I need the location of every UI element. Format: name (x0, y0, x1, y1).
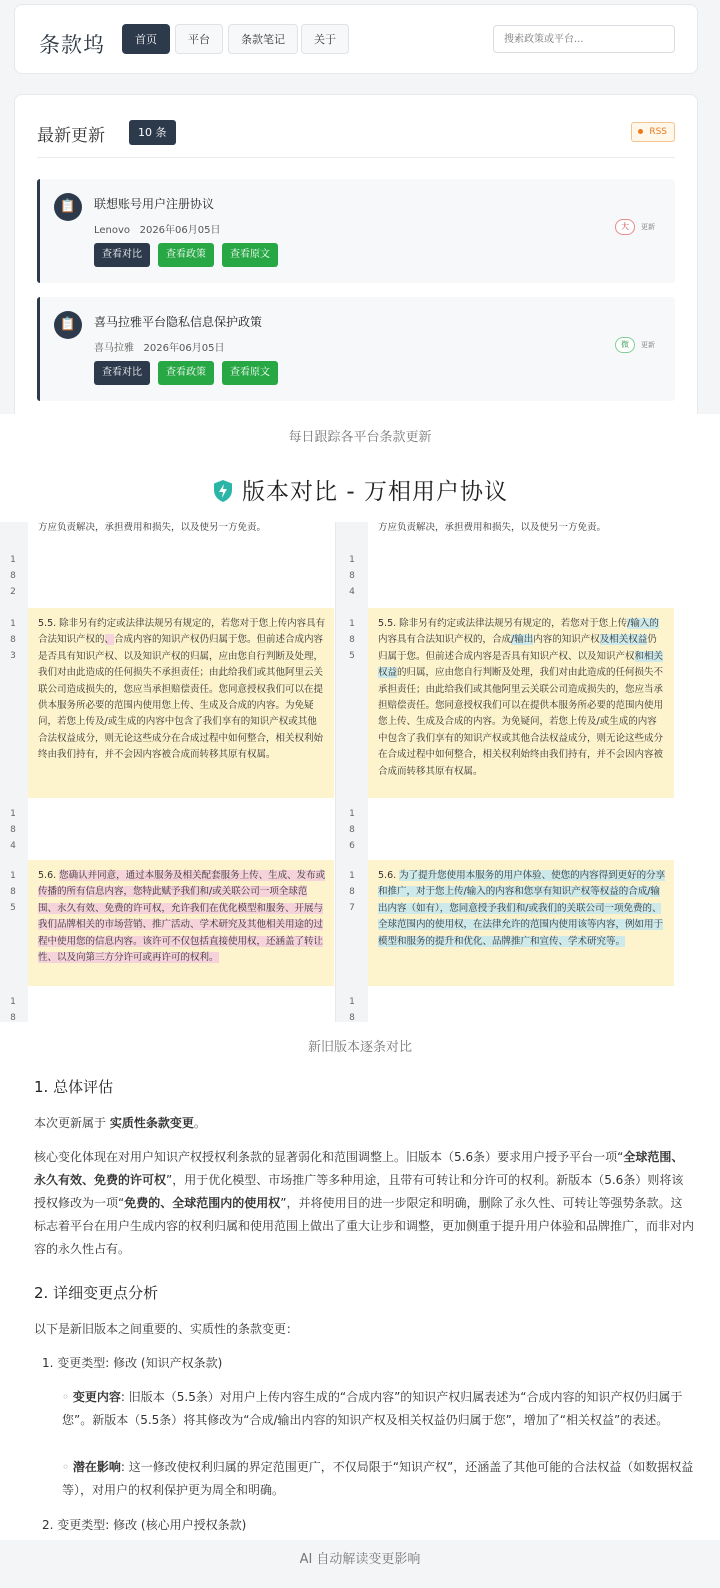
caption-ai: AI 自动解读变更影响 (299, 1552, 421, 1567)
updates-count-badge: 10 条 (129, 120, 176, 145)
line-number: 1 8 5 (10, 871, 16, 913)
paragraph-text: 核心变化体现在对用户知识产权授权利条款的显著弱化和范围调整上。旧版本（5.6条）要求用户授予平台一项“ (34, 1150, 624, 1164)
nav-about[interactable]: 关于 (301, 24, 349, 54)
view-original-button[interactable]: 查看原文 (222, 361, 278, 385)
rss-label: RSS (649, 127, 667, 137)
line-number: 1 8 3 (10, 619, 16, 661)
diff-block-new (368, 608, 674, 798)
update-item-title[interactable]: 喜马拉雅平台隐私信息保护政策 (94, 315, 263, 329)
paragraph-text: ”，用于优化模型、市场推广等多种用途，且带有可转让和分许可的权利。新版本（5.6条）则将该授权修改为一项“ (34, 1173, 684, 1210)
caption-diff: 新旧版本逐条对比 (307, 1040, 412, 1055)
section-heading: 2. 详细变更点分析 (34, 1284, 159, 1302)
line-number: 1 8 6 (349, 809, 355, 851)
section-heading: 1. 总体评估 (34, 1078, 114, 1096)
clipboard-icon: 📋 (54, 193, 82, 221)
diff-block-old (28, 860, 334, 986)
search-input[interactable] (493, 25, 675, 53)
list-item: 2. 变更类型: 修改 (核心用户授权条款) (42, 1518, 247, 1532)
update-platform: Lenovo (94, 225, 131, 236)
line-number: 1 8 (10, 997, 16, 1022)
diff-text: 的归属，应由您自行判断及处理，我们对由此造成的任何损失不承担责任；由此给我们或其他阿里云关联公司造成损失的，您应当承担赔偿责任。您同意授权我们可以在提供本服务所必要的范围内使用您上传、生成及合成的内容。为免疑问，若您上传及/或生成的内容中包含了我们享有的知识产权或其他合法权益成分，则无论这些成分在合成过程中如何整合，相关权利始终由我们持有，并不会因内容被合成而转移其原有权属。 (378, 667, 664, 777)
divider (37, 157, 675, 158)
line-number: 1 8 5 (349, 619, 355, 661)
diff-removed: 您确认并同意，通过本服务及相关配套服务上传、生成、发布或传播的所有信息内容，您特此赋予我们和/或关联公司一项 (38, 870, 326, 898)
latest-updates-card (14, 94, 698, 420)
top-navbar (14, 4, 698, 74)
version-compare-title (0, 474, 720, 518)
updates-screenshot (0, 0, 720, 420)
update-date: 2026年06月05日 (143, 343, 225, 354)
diff-line-new: 方应负责解决，承担费用和损失，以及使另一方免责。 (378, 522, 607, 533)
diff-added: 免费的、全球范围内的使用权，在法律允许的范围内使用该等内容，例如用于模型和服务的提升和优化、品牌推广和宣传、学术研究等。 (378, 902, 664, 947)
view-diff-button[interactable]: 查看对比 (94, 243, 150, 267)
diff-text: 内容的知识产权 (533, 634, 600, 646)
ai-analysis-panel (0, 1062, 720, 1540)
list-item (62, 1386, 694, 1432)
update-platform: 喜马拉雅 (94, 343, 134, 354)
diff-added: /输出 (511, 634, 534, 646)
paragraph-bold: 全球范围、永久有效、免费的许可权 (34, 1150, 684, 1187)
paragraph-bold: 实质性条款变更 (109, 1116, 194, 1130)
list-key: 变更内容 (72, 1390, 121, 1404)
pane-separator (335, 522, 336, 1022)
nav-platform[interactable]: 平台 (175, 24, 223, 54)
list-item: 1. 变更类型: 修改 (知识产权条款) (42, 1356, 223, 1370)
diff-text: 5.6. (38, 870, 60, 881)
update-item-title[interactable]: 联想账号用户注册协议 (94, 197, 215, 211)
change-level-badge: 大 (615, 219, 635, 235)
diff-added: 为了提升您使用本服务的用户体验、使您的内容得到更好的分享和推广，对于您上传/输入的内容和您享有知识产权等权益的合成/输出内容（如有），您同意授予我们和/或我们的关联公司一项 (378, 870, 666, 914)
diff-text: 仍归属于您。但前述合成内容是否具有知识产权、以及知识产权 (378, 634, 657, 662)
update-item-meta (94, 221, 221, 236)
paragraph: 以下是新旧版本之间重要的、实质性的条款变更： (34, 1322, 299, 1336)
diff-text: 合成内容的知识产权仍归属于您。但前述合成内容是否具有知识产权、以及知识产权的归属，应由您自行判断及处理，我们对由此造成的任何损失不承担责任；由此给我们或其他阿里云关联公司造成损失的，您应当承担赔偿责任。您同意授权我们可以在提供本服务所必要的范围内使用您上传、生成及合成的内容。为免疑问，若您上传及/或生成的内容中包含了我们享有的知识产权或其他合法权益成分，则无论这些成分在合成过程中如何整合，相关权利始终由我们持有，并不会因内容被合成而转移其原有权属。 (38, 634, 324, 761)
diff-text: 5.5. 除非另有约定或法律法规另有规定的，若您对于您上传内容具有合法知识产权的 (38, 618, 326, 646)
rss-dot-icon (638, 129, 643, 134)
diff-text: 内容具有合法知识产权的，合成 (378, 634, 512, 646)
list-item (62, 1456, 694, 1502)
line-number: 1 8 (349, 997, 355, 1022)
update-date: 2026年06月05日 (139, 225, 221, 236)
line-number: 1 8 7 (349, 871, 355, 913)
line-number: 1 8 4 (10, 809, 16, 851)
view-original-button[interactable]: 查看原文 (222, 243, 278, 267)
change-level-badge: 微 (615, 337, 635, 353)
change-level-label: 更新 (641, 223, 655, 231)
nav-notes[interactable]: 条款笔记 (228, 24, 298, 54)
diff-removed: 全球范围、永久有效、免费的许可权，允许我们在优化模型和服务、开展与我们品牌相关的市场营销、推广活动、学术研究及其他相关用途的过程中使用您的信息内容。该许可不仅包括直接使用权，还涵盖了转让性、以及向第三方分许可或再许可的权利。 (38, 886, 324, 964)
paragraph-text: 本次更新属于 (34, 1116, 110, 1130)
clipboard-icon: 📋 (54, 311, 82, 339)
view-diff-button[interactable]: 查看对比 (94, 361, 150, 385)
diff-removed: 、 (104, 634, 115, 646)
site-logo[interactable]: 条款坞 (39, 33, 105, 57)
diff-added: /输入的 (627, 618, 659, 629)
paragraph-text: 。 (193, 1116, 206, 1130)
diff-text: 5.6. (378, 870, 400, 881)
paragraph (34, 1146, 694, 1261)
diff-line-old: 方应负责解决，承担费用和损失，以及使另一方免责。 (38, 522, 267, 533)
paragraph-bold: 免费的、全球范围内的使用权 (124, 1196, 281, 1210)
caption-updates: 每日跟踪各平台条款更新 (288, 430, 432, 445)
view-policy-button[interactable]: 查看政策 (158, 361, 214, 385)
line-number: 1 8 2 (10, 555, 16, 597)
diff-text: 5.5. 除非另有约定或法律法规另有规定的，若您对于您上传 (378, 618, 628, 629)
change-level-label: 更新 (641, 341, 655, 349)
diff-view (0, 522, 720, 1022)
version-title-text: 版本对比 - 万相用户协议 (242, 479, 508, 505)
view-policy-button[interactable]: 查看政策 (158, 243, 214, 267)
update-item (37, 179, 675, 283)
updates-title: 最新更新 (37, 126, 105, 146)
update-item (37, 297, 675, 401)
nav-home[interactable]: 首页 (122, 24, 170, 54)
list-value: : 旧版本（5.5条）对用户上传内容生成的“合成内容”的知识产权归属表述为“合成内容的知识产权仍归属于您”。新版本（5.5条）将其修改为“合成/输出内容的知识产权及相关权益仍归属于您”，增加了“相关权益”的表述。 (62, 1390, 683, 1427)
rss-button[interactable] (631, 122, 675, 142)
paragraph (34, 1112, 694, 1135)
list-key: 潜在影响 (72, 1460, 121, 1474)
bullet-icon: ◦ (62, 1390, 73, 1404)
diff-block-new (368, 860, 674, 986)
diff-added: 及相关权益 (599, 634, 648, 646)
update-item-meta (94, 339, 224, 354)
diff-block-old (28, 608, 334, 798)
line-number: 1 8 4 (349, 555, 355, 597)
diff-added: 和相关权益 (378, 650, 664, 679)
list-value: : 这一修改使权利归属的界定范围更广，不仅局限于“知识产权”，还涵盖了其他可能的合法权益（如数据权益等），对用户的权利保护更为周全和明确。 (62, 1460, 694, 1497)
shield-icon (212, 479, 234, 503)
paragraph-text: ”，并将使用目的进一步限定和明确，删除了永久性、可转让等强势条款。这标志着平台在用户生成内容的权利归属和使用范围上做出了重大让步和调整，更加侧重于提升用户体验和品牌推广，而非对内容的永久性占有。 (34, 1196, 695, 1256)
bullet-icon: ◦ (62, 1460, 73, 1474)
